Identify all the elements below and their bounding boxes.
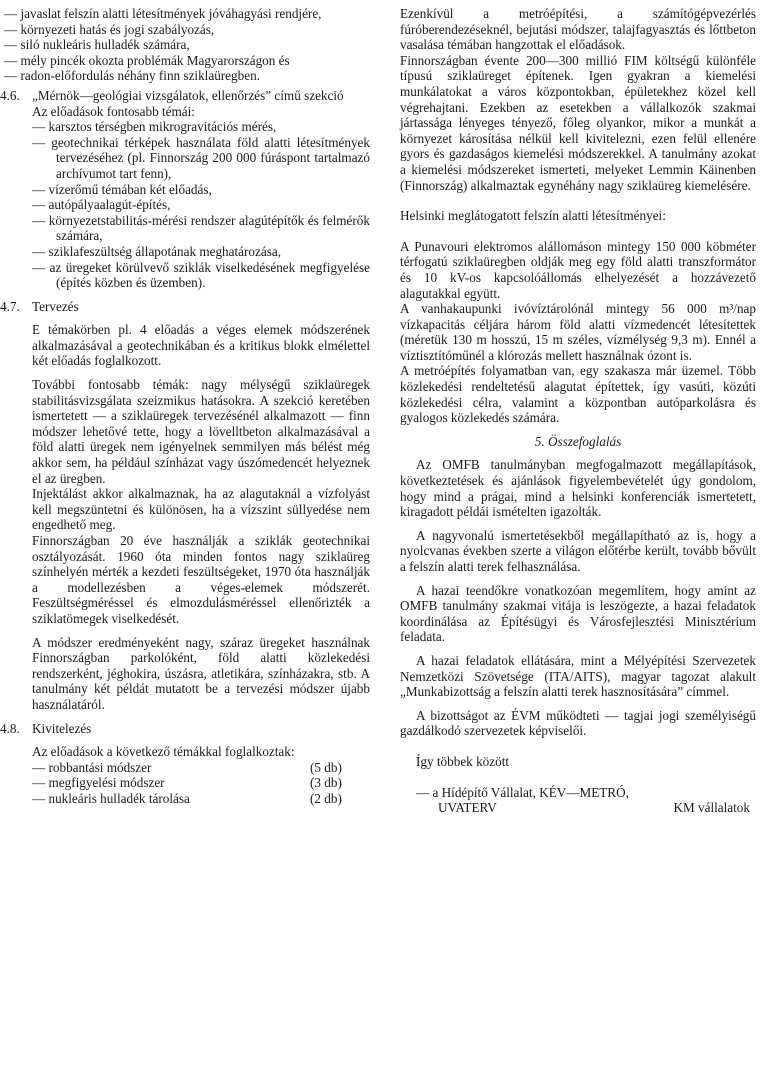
- paragraph: Az OMFB tanulmányban megfogalmazott megállapítások, következtetések és ajánlások figyelembevételét úgy gondolom, hogy mind a prágai, mind a helsinki konferenciák ismertetett, kiragadott példái ismételten igazolták.: [400, 457, 756, 520]
- paragraph: Helsinki meglátogatott felszín alatti létesítményei:: [400, 208, 666, 224]
- paragraph: A hazai teendőkre vonatkozóan megemlítem, hogy amint az OMFB tanulmány szakmai vitája is leszögezte, a hazai feladatok koordinálása az Építésügyi és Városfejlesztési Minisztérium feladata.: [400, 582, 756, 645]
- section-heading-4-7: [0, 298, 370, 315]
- paragraph: A metróépítés folyamatban van, egy szakasza már üzemel. Több közlekedési rendeltetésű alagutat építettek, így vasúti, közúti közlekedési célra, valamint a központban autóparkolásra és gyalogos közlekedés számára.: [400, 363, 756, 426]
- section-title: Tervezés: [32, 298, 79, 314]
- signature-org: UVATERV: [438, 800, 497, 816]
- topic-cell: — megfigyelési módszer: [32, 775, 165, 791]
- signature-org: KM vállalatok: [673, 800, 750, 816]
- list-item: — radon-előfordulás néhány finn sziklaüregben.: [4, 68, 260, 84]
- signature-row: [400, 800, 756, 816]
- list-item: — karsztos térségben mikrogravitációs mérés,: [32, 119, 277, 135]
- section-title: „Mérnök—geológiai vizsgálatok, ellenőrzés” című szekció: [32, 87, 344, 103]
- paragraph: Finnországban évente 200—300 millió FIM költségű különféle típusú sziklaüreget építenek. Igen gyakran a kiemelési munkálatokat a város központokban, épületekhez közel kell végrehajtani. Ezekben az esetekben a vállalkozók szakmai jártassága lényeges tényező, főleg olyankor, mikor a munkát a környezet károsítása nélkül kell kivitelezni, ezen felül ellenére gyors és gazdaságos kiemelési módszerekkel. A tanulmány azokat a kiemelési módszereket ismerteti, melyeket Lemmin Käinenben (Finnország) alkalmaztak egynéhány nagy sziklaüreg kiemelésére.: [400, 52, 756, 193]
- paragraph: A bizottságot az ÉVM működteti — tagjai jogi személyiségű gazdálkodó szervezetek képviselői.: [400, 707, 756, 739]
- list-item: — geotechnikai térképek használata föld alatti létesítmények tervezéséhez (pl. Finnország 200 000 fúráspont tartalmazó archívumot tart fenn),: [32, 134, 370, 181]
- left-column: [0, 6, 370, 807]
- table-row: [4, 775, 370, 791]
- paragraph: Ezenkívül a metróépítési, a számítógépvezérlés fúróberendezéseknél, bejutási módszer, talajfagyasztás és lőttbeton vasalása témában hangzottak el előadások.: [400, 6, 756, 53]
- paragraph: E témakörben pl. 4 előadás a véges elemek módszerének alkalmazásával a geotechnikában és a kritikus blokk elmélettel két előadás foglalkozott.: [32, 322, 370, 369]
- paragraph: Injektálást akkor alkalmaznak, ha az alagutaknál a vízfolyást kell megszüntetni és különösen, ha a vízszint süllyedése nem engedhető meg.: [32, 486, 370, 533]
- count-cell: (5 db): [310, 759, 342, 775]
- right-column: [400, 6, 756, 816]
- list-item: — sziklafeszültség állapotának meghatározása,: [32, 243, 281, 259]
- topic-cell: — robbantási módszer: [32, 759, 152, 775]
- count-cell: (2 db): [310, 790, 342, 806]
- paragraph: Így többek között: [416, 753, 510, 769]
- list-item: — javaslat felszín alatti létesítmények jóváhagyási rendjére,: [4, 6, 322, 21]
- list-item: — siló nukleáris hulladék számára,: [4, 37, 190, 53]
- paragraph: Az előadások a következő témákkal foglalkoztak:: [32, 744, 295, 760]
- paragraph: A hazai feladatok ellátására, mint a Mélyépítési Szervezetek Nemzetközi Szövetsége (ITA/AITS), magyar tagozat alakult „Munkabizottság a felszín alatti terek hasznosítására” címmel.: [400, 652, 756, 700]
- paragraph: Finnországban 20 éve használják a sziklák geotechnikai osztályozását. 1960 óta minden fontos nagy sziklaüreg színhelyén mérték a kezdeti feszültségeket, 1970 óta használják a modellezésben a véges-elemek módszerét. Feszültségméréssel és elmozdulásméréssel ellenőrizték a sziklatömegek viselkedését.: [32, 533, 370, 626]
- table-row: [4, 791, 370, 807]
- section-heading-5: 5. Összefoglalás: [534, 433, 622, 449]
- section-heading-4-6: [0, 87, 370, 104]
- section-heading-4-8: [0, 720, 370, 737]
- paragraph: A módszer eredményeként nagy, száraz üregeket használnak Finnországban parkolóként, föld alatti közlekedési rendszerként, jéghokira, úszásra, atletikára, színházakra, stb. A tanulmány két példát mutatott be a tervezési módszer újabb használatáról.: [32, 634, 370, 712]
- table-row: [4, 760, 370, 776]
- section-title: Kivitelezés: [32, 720, 92, 736]
- paragraph: A Punavouri elektromos alállomáson mintegy 150 000 köbméter térfogatú sziklaüregben oldják meg egy föld alatti transzformátor és 10 kV-os kapcsolóállomás elhelyezését a hozzávezető alagutakkal együtt.: [400, 238, 756, 301]
- section-number: 4.6.: [0, 87, 20, 103]
- section-number: 4.8.: [0, 720, 20, 736]
- count-cell: (3 db): [310, 775, 342, 791]
- section-number: 4.7.: [0, 298, 20, 314]
- signature-line: — a Hídépítő Vállalat, KÉV—METRÓ,: [416, 784, 629, 800]
- paragraph: További fontosabb témák: nagy mélységű sziklaüregek stabilitásvizsgálata szeizmikus hatásokra. A szekció keretében ismertetett — a sziklaüregek tervezésénél alkalmazott — finn módszer lehetővé tette, hogy a lövelltbeton alkalmazásával a föld alatti üregek nem igényelnek semmilyen más bélést még akkor sem, ha például színházat vagy úszómedencét helyeznek el az üregben.: [32, 377, 370, 486]
- list-item: — vízerőmű témában két előadás,: [32, 181, 212, 197]
- paragraph: A nagyvonalú ismertetésekből megállapítható az is, hogy a nyolcvanas években szerte a világon előtérbe került, tovább bővült a felszín alatti terek felhasználása.: [400, 527, 756, 574]
- topic-cell: — nukleáris hulladék tárolása: [32, 790, 190, 806]
- list-item: — környezetstabilitás-mérési rendszer alagútépítők és felmérők számára,: [32, 212, 370, 244]
- list-item: — az üregeket körülvevő sziklák viselkedésének megfigyelése (építés közben és üzemben).: [32, 259, 370, 291]
- list-item: — autópályaalagút-építés,: [32, 197, 171, 213]
- paragraph: A vanhakaupunki ivóvíztárolónál mintegy 56 000 m³/nap vízkapacitás céljára három föld alatti vízmedencét létesítettek (méretük 130 m hosszú, 15 m széles, vízmélység 9,3 m). Ennél a víztisztítóműnél a klórozás mellett használnak ózont is.: [400, 301, 756, 363]
- list-item: — mély pincék okozta problémák Magyarországon és: [4, 52, 290, 68]
- list-item: — környezeti hatás és jogi szabályozás,: [4, 21, 215, 37]
- section-intro: Az előadások fontosabb témái:: [32, 103, 195, 119]
